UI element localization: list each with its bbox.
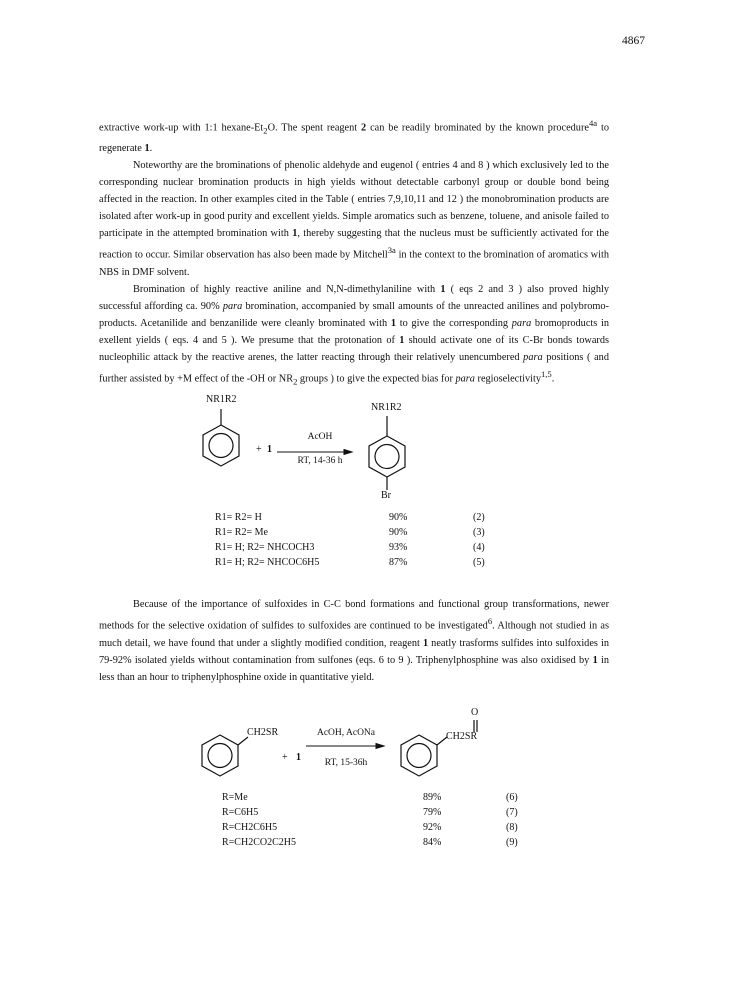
product-substituent-label: NR1R2 xyxy=(371,402,402,413)
paragraph-anilines: Bromination of highly reactive aniline and N,N-dimethylaniline with 1 ( eqs 2 and 3 ) also proved highly successful affording ca. 90% para bromination, accompanied by small amounts of the unreacted anilines and polybromo-products. Acetanilide and benzanilide were cleanly brominated with 1 to give the corresponding para bromoproducts in exellent yields ( eqs. 4 and 5 ). We presume that the protonation of 1 should activate one of its C-Br bonds towards nucleophilic attack by the reactive arenes, the latter reacting through their relatively unencumbered para positions ( and further assisted by +M effect of the -OH or $NR_2$ groups ) to give the expected bias for para regioselectivity$^{1,5}$. xyxy=(99,283,609,387)
reaction-arrow-1 xyxy=(277,450,352,455)
product-bromo-label: Br xyxy=(381,490,391,501)
product-ch2sr-label: CH2SR xyxy=(446,731,478,742)
reactant-ch2sr-label: CH2SR xyxy=(247,727,279,738)
paragraph-workup: extractive work-up with 1:1 hexane-$Et_2O$. The spent reagent 2 can be readily brominated by the known procedure$^{4a}$ to regenerate 1. xyxy=(99,118,609,154)
condition-solvent: AcOH xyxy=(307,432,333,442)
condition-reagents: AcOH, AcONa xyxy=(316,728,376,738)
scheme-bromination: NR1R2 + 1 AcOH RT, 14-36 h NR1R2 Br R1= R2= H 90% (2) R1= R2= Me 90% (3) R1= H; R2= NHCOCH3 93% (4) R1= H; R2= NHCOC6H5 87% (5) xyxy=(0,0,731,989)
reactant-substituent-label: NR1R2 xyxy=(206,394,237,405)
paragraph-sulfoxides: Because of the importance of sulfoxides in C-C bond formations and functional group transformations, newer methods for the selective oxidation of sulfides to sulfoxides are continued to be investigated$^6$. Although not studied in as much detail, we have found that under a slightly modified condition, reagent 1 neatly trasforms sulfides into sulfoxides in 79-92% isolated yields without contamination from sulfones (eqs. 6 to 9 ). Triphenylphosphine was also oxidised by 1 in less than an hour to triphenylphosphine oxide in quantitative yield. xyxy=(99,599,609,683)
paragraph-brominations: Noteworthy are the brominations of phenolic aldehyde and eugenol ( entries 4 and 8 ) which exclusively led to the corresponding nuclear bromination products in high yields without detectable carbonyl group or double bond being affected in the reaction. In other examples cited in the Table ( entries 7,9,10,11 and 12 ) the monobromination products are isolated after work-up in good purity and excellent yields. Simple aromatics such as benzene, toluene, and anisole failed to participate in the attempted bromination with 1, thereby suggesting that the nucleus must be sufficiently activated for the reaction to occur. Similar observation has also been made by Mitchell$^{3a}$ in the context to the bromination of aromatics with NBS in DMF solvent. xyxy=(99,159,609,278)
plus-sign: + xyxy=(256,444,262,455)
scheme-oxidation: CH2SR + 1 AcOH, AcONa RT, 15-36h O CH2SR R=Me 89% (6) R=C6H5 79% (7) R=CH2C6H5 92% (8) R=CH2CO2C2H5 84% (9) xyxy=(0,0,731,989)
condition-time: RT, 14-36 h xyxy=(297,456,343,466)
article-body xyxy=(99,115,609,391)
reactant-benzene-ring xyxy=(203,409,239,466)
article-body-continued xyxy=(99,596,609,686)
plus-sign: + xyxy=(282,752,288,763)
condition-time: RT, 15-36h xyxy=(324,758,368,768)
product-benzene-ring xyxy=(369,416,405,490)
reaction-arrow-2 xyxy=(306,744,384,749)
reagent-number: 1 xyxy=(296,752,301,763)
page-number: 4867 xyxy=(622,35,645,47)
product-benzyl-ring xyxy=(401,720,477,776)
reactant-benzyl-ring xyxy=(202,735,248,776)
product-oxygen-label: O xyxy=(471,707,479,718)
reagent-number: 1 xyxy=(267,444,272,455)
